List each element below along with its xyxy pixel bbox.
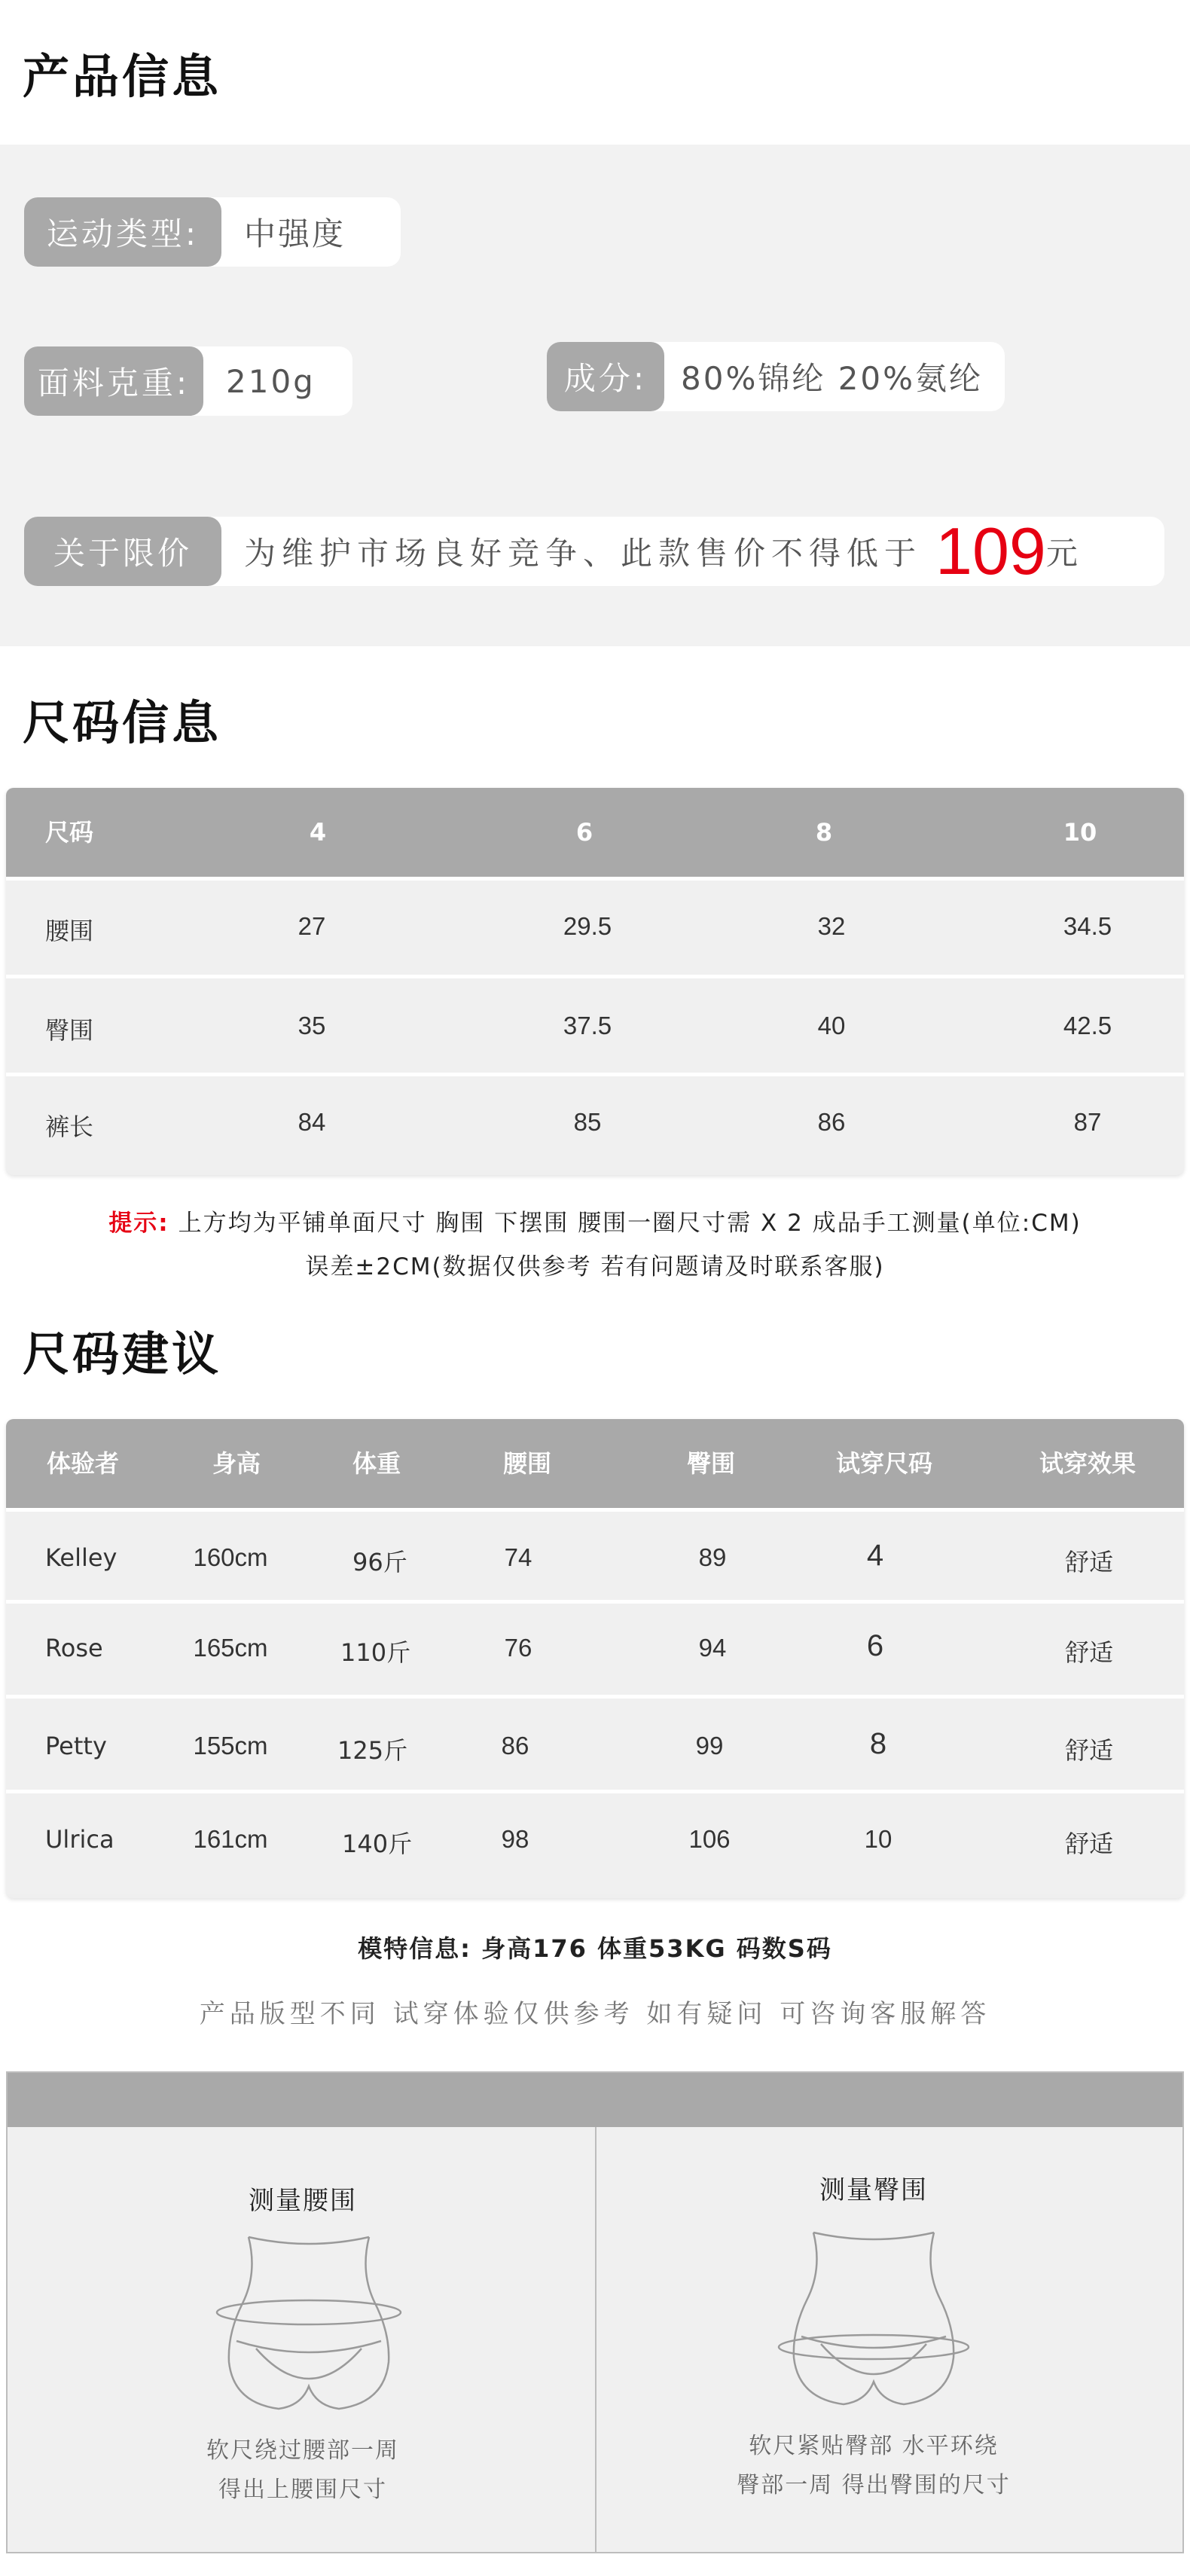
table-cell: 35 (298, 1012, 326, 1039)
measure-header-bar (8, 2073, 1182, 2127)
measure-hip-desc-line1: 软尺紧贴臀部 水平环绕 (749, 2433, 999, 2459)
table-row (6, 1790, 1184, 1894)
measure-waist-desc (206, 2431, 399, 2510)
product-info-title: 产品信息 (23, 49, 222, 104)
table-cell: 76 (504, 1634, 532, 1662)
advice-header-col: 体验者 (46, 1449, 120, 1478)
table-cell: 99 (695, 1732, 724, 1760)
table-cell: 85 (573, 1108, 602, 1136)
measure-hip-title: 测量臀围 (819, 2175, 928, 2205)
table-cell: 37.5 (563, 1012, 612, 1039)
table-cell: 87 (1073, 1108, 1102, 1136)
fabric-weight-value: 210g (226, 362, 316, 400)
table-cell: 34.5 (1063, 912, 1112, 940)
sport-type-value: 中强度 (244, 215, 346, 252)
table-cell: 165cm (193, 1634, 268, 1662)
table-cell: 舒适 (1065, 1638, 1114, 1667)
product-info-panel (0, 145, 1190, 646)
price-limit-field (24, 514, 1164, 588)
measure-waist-desc-line1: 软尺绕过腰部一周 (206, 2437, 399, 2464)
table-cell: 8 (869, 1727, 887, 1760)
composition-label: 成分: (547, 342, 664, 411)
table-cell: 29.5 (563, 912, 612, 940)
composition-value: 80%锦纶 20%氨纶 (681, 360, 984, 397)
advice-header-col: 试穿效果 (1039, 1449, 1137, 1478)
table-cell: 155cm (193, 1732, 268, 1760)
table-cell: 32 (817, 912, 846, 940)
measure-waist-desc-line2: 得出上腰围尺寸 (218, 2477, 387, 2503)
table-cell: 86 (501, 1732, 529, 1760)
table-cell: 106 (688, 1825, 731, 1853)
advice-header-col: 身高 (212, 1449, 261, 1478)
table-row (6, 1600, 1184, 1695)
model-info: 模特信息: 身高176 体重53KG 码数S码 (358, 1934, 832, 1963)
table-row (6, 1508, 1184, 1600)
tester-name: Rose (45, 1634, 103, 1662)
table-cell: 96斤 (352, 1548, 407, 1576)
advice-table-header (6, 1419, 1184, 1508)
advice-header-col: 试穿尺码 (835, 1449, 933, 1478)
table-row (6, 975, 1184, 1073)
table-row (6, 1695, 1184, 1790)
composition-field (547, 342, 1005, 411)
table-cell: 舒适 (1065, 1548, 1114, 1576)
table-cell: 42.5 (1063, 1012, 1112, 1039)
hip-figure-icon (774, 2223, 973, 2412)
table-cell: 74 (504, 1543, 532, 1571)
tester-name: Petty (45, 1732, 107, 1760)
tester-name: Kelley (45, 1543, 117, 1572)
table-cell: 125斤 (337, 1736, 408, 1765)
sport-type-field (24, 197, 401, 267)
advice-header-col: 体重 (352, 1449, 401, 1478)
sport-type-label: 运动类型: (24, 197, 221, 267)
measure-guide (6, 2071, 1184, 2553)
table-cell: 89 (698, 1543, 727, 1571)
tester-name: Ulrica (45, 1825, 114, 1854)
table-row (6, 1073, 1184, 1170)
table-row (6, 877, 1184, 975)
table-cell: 6 (866, 1629, 884, 1662)
advice-header-col: 腰围 (502, 1449, 552, 1478)
size-advice-table (6, 1419, 1184, 1898)
size-header-col: 8 (815, 818, 833, 847)
size-note-line2: 误差±2CM(数据仅供参考 若有问题请及时联系客服) (305, 1253, 885, 1280)
table-cell: 94 (698, 1634, 727, 1662)
waist-figure-icon (211, 2228, 407, 2416)
size-note-line1: 上方均为平铺单面尺寸 胸围 下摆围 腰围一圈尺寸需 X 2 成品手工测量(单位:CM) (178, 1210, 1082, 1237)
size-header-col: 10 (1063, 818, 1097, 847)
price-limit-number: 109 (935, 514, 1046, 588)
table-cell: 10 (864, 1825, 892, 1853)
table-cell: 27 (298, 912, 326, 940)
advice-header-col: 臀围 (686, 1449, 736, 1478)
size-table (6, 788, 1184, 1175)
size-note-hint: 提示: (108, 1210, 169, 1237)
table-cell: 40 (817, 1012, 846, 1039)
size-table-header (6, 788, 1184, 877)
table-cell: 84 (298, 1108, 326, 1136)
table-cell: 98 (501, 1825, 529, 1853)
table-cell: 舒适 (1065, 1736, 1114, 1765)
size-header-col: 6 (575, 818, 593, 847)
size-header-label: 尺码 (45, 818, 94, 847)
size-header-col: 4 (309, 818, 327, 847)
row-label: 腰围 (45, 917, 94, 945)
table-cell: 160cm (193, 1543, 268, 1571)
measure-hip-desc (737, 2427, 1011, 2505)
fabric-weight-label: 面料克重: (24, 346, 203, 416)
price-limit-label: 关于限价 (24, 517, 221, 586)
size-note (0, 1204, 1190, 1238)
price-limit-unit: 元 (1045, 535, 1078, 572)
row-label: 裤长 (45, 1113, 94, 1141)
price-limit-text: 为维护市场良好竞争、此款售价不得低于 (244, 535, 923, 572)
advice-disclaimer: 产品版型不同 试穿体验仅供参考 如有疑问 可咨询客服解答 (199, 1999, 991, 2029)
measure-hip-desc-line2: 臀部一周 得出臀围的尺寸 (737, 2472, 1011, 2498)
table-cell: 86 (817, 1108, 846, 1136)
table-cell: 4 (866, 1539, 884, 1572)
size-info-title: 尺码信息 (23, 695, 222, 750)
measure-waist-title: 测量腰围 (249, 2186, 357, 2216)
measure-divider (595, 2127, 597, 2553)
table-cell: 110斤 (340, 1638, 411, 1667)
table-cell: 161cm (193, 1825, 268, 1853)
table-cell: 140斤 (342, 1830, 413, 1858)
size-advice-title: 尺码建议 (23, 1326, 222, 1381)
fabric-weight-field (24, 346, 352, 416)
row-label: 臀围 (45, 1016, 94, 1045)
table-cell: 舒适 (1065, 1830, 1114, 1858)
